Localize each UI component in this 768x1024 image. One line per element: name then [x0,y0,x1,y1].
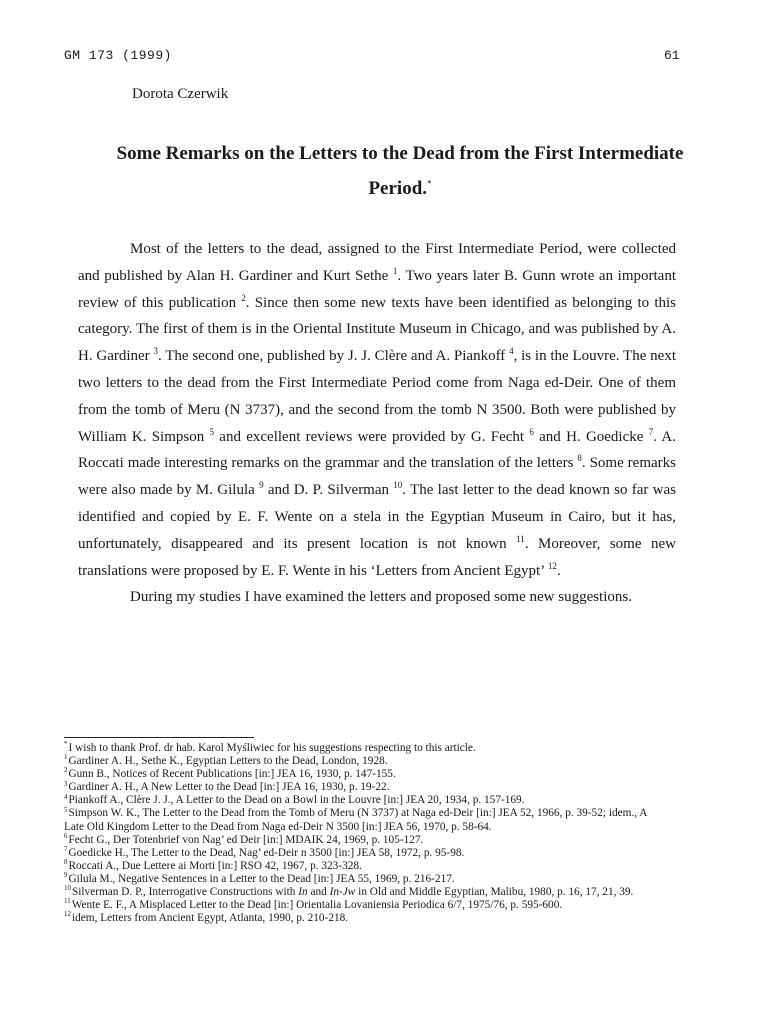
text-run: Gardiner A. H., Sethe K., Egyptian Letters to the Dead, London, 1928. [68,755,388,768]
text-run: Gunn B., Notices of Recent Publications [in:] JEA 16, 1930, p. 147-155. [68,768,396,781]
footnote-reference: 9 [259,480,264,491]
footnote-mark: 3 [64,779,68,788]
footnote [64,860,666,873]
footnote [64,873,666,886]
footnote [64,755,666,768]
text-run: I wish to thank Prof. dr hab. Karol Myśliwiec for his suggestions respecting to this article. [68,742,476,754]
footnote [64,886,666,899]
text-run: . Since then some new texts have been identified as belonging to this category. The first of them is in the Oriental Institute Museum in Chicago, and was published by A. H. Gardiner [78,294,676,365]
article-title [100,136,700,206]
text-run: . [556,562,561,579]
text-run: . Some remarks were also made by M. Gilula [78,455,676,499]
text-run: . Moreover, some new translations were proposed by E. F. Wente in his ‘Letters from Ancient Egypt’ [78,535,676,579]
italic-text: In-Jw [329,886,356,899]
footnote-mark: 2 [64,766,68,775]
text-run: Most of the letters to the dead, assigned to the First Intermediate Period, were collected and published by Alan H. Gardiner and Kurt Sethe [78,241,676,284]
text-run: and [307,886,330,899]
footnote-mark: 8 [64,858,68,867]
footnote-reference: 6 [529,426,534,437]
text-run: Wente E. F., A Misplaced Letter to the Dead [in:] Orientalia Lovaniensia Periodica 6/7, 1975/76, p. 595-600. [71,899,563,912]
text-run: . Two years later B. Gunn wrote an important review of this publication [78,267,676,311]
footnote [64,742,666,755]
footnote [64,807,666,833]
text-run: and excellent reviews were provided by G. Fecht [214,428,530,445]
footnote [64,831,666,847]
footnote-separator [64,737,254,738]
footnote-reference: 2 [241,292,246,303]
text-run: . The second one, published by J. J. Clère and A. Piankoff [157,348,510,365]
footnote-reference: 4 [509,346,514,357]
text-run: Silverman D. P., Interrogative Constructions with [72,886,299,899]
footnote [64,768,666,781]
text-run: Fecht G., Der Totenbrief von Nag’ ed Deir [in:] MDAIK 24, 1969, p. 105-127. [68,833,424,846]
title-footnote-mark: * [427,178,432,189]
text-run: Roccati A., Due Lettere ai Morti [in:] RSO 42, 1967, p. 323-328. [68,859,362,872]
page-number: 61 [664,48,680,63]
footnote-reference: 1 [392,265,398,276]
footnote [64,794,666,807]
text-run: . The last letter to the dead known so far was identified and copied by E. F. Wente on a stela in the Egyptian Museum in Cairo, but it has, unfortunately, disappeared and its present location is not known [78,482,676,552]
body-paragraph [78,236,676,584]
title-text: Some Remarks on the Letters to the Dead from the First Intermediate Period. [116,143,684,199]
footnote [64,781,666,794]
italic-text: In [298,886,308,899]
footnote-reference: 5 [209,426,214,437]
body-paragraph [78,584,676,611]
footnote-mark: 12 [64,910,71,919]
author-name: Dorota Czerwik [132,86,229,102]
text-run: and D. P. Silverman [263,482,394,499]
footnote-reference: 8 [577,453,582,464]
footnote-reference: 3 [153,346,158,357]
running-header [0,48,768,68]
footnote [64,912,666,925]
text-run: , is in the Louvre. The next two letters to the dead from the First Intermediate Period come from Naga ed-Deir. One of them from the tomb of Meru (N 3737), and the second from the tomb N 3500. Both were published by William K. Simpson [78,348,676,445]
footnote-reference: 10 [393,480,403,491]
text-run: Gardiner A. H., A New Letter to the Dead [in:] JEA 16, 1930, p. 19-22. [68,781,390,794]
footnote-mark: * [64,740,68,749]
footnote-mark: 10 [64,884,71,893]
footnote-mark: 6 [64,831,68,840]
footnotes [64,742,666,925]
footnote-mark: 5 [64,805,68,814]
footnote-mark: 1 [64,753,68,762]
article-body [78,236,676,611]
footnote-mark: 11 [64,897,71,906]
text-run: and H. Goedicke [533,428,649,445]
footnote-reference: 12 [547,560,557,571]
footnote-reference: 11 [516,533,525,544]
footnote [64,844,666,860]
text-run: Gilula M., Negative Sentences in a Letter to the Dead [in:] JEA 55, 1969, p. 216-217. [68,872,455,885]
text-run: in Old and Middle Egyptian, Malibu, 1980, p. 16, 17, 21, 39. [355,886,634,899]
footnote-mark: 9 [64,871,68,880]
text-run: Simpson W. K., The Letter to the Dead from the Tomb of Meru (N 3737) at Naga ed-Deir [in:] JEA 52, 1966, p. 39-52; idem., A Late Old Kingdom Letter to the Dead from Naga ed-Deir N 3500 [in:] JEA 56, 1970, p. 58-64. [64,807,647,833]
footnote-mark: 7 [64,844,68,853]
text-run: Goedicke H., The Letter to the Dead, Nag’ ed-Deir n 3500 [in:] JEA 58, 1972, p. 95-98. [68,846,465,859]
text-run: . A. Roccati made interesting remarks on the grammar and the translation of the letters [78,428,676,472]
text-run: idem, Letters from Ancient Egypt, Atlanta, 1990, p. 210-218. [72,912,349,925]
footnote-mark: 4 [64,792,68,801]
footnote [64,899,666,912]
text-run: Piankoff A., Clère J. J., A Letter to the Dead on a Bowl in the Louvre [in:] JEA 20, 1934, p. 157-169. [68,794,525,807]
footnote-reference: 7 [648,426,654,437]
text-run: During my studies I have examined the letters and proposed some new suggestions. [130,589,632,606]
journal-citation: GM 173 (1999) [64,48,172,63]
